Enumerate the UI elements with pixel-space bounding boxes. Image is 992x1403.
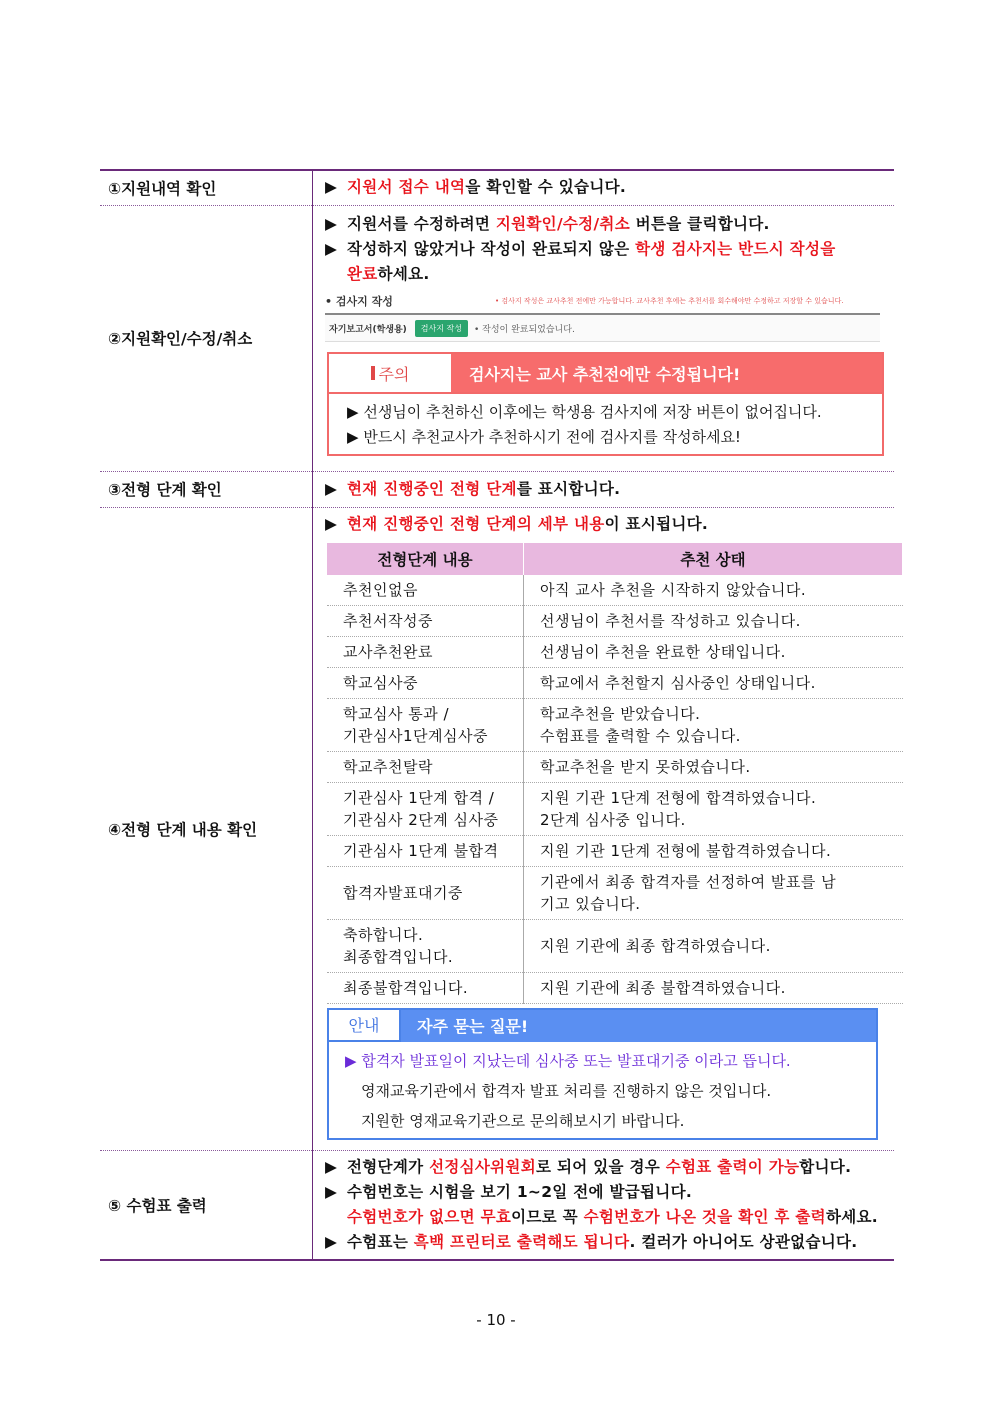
faq-answer: 지원한 영재교육기관으로 문의해보시기 바랍니다. bbox=[361, 1111, 685, 1130]
table-row bbox=[327, 782, 903, 835]
faq-tag: 안내 bbox=[329, 1010, 401, 1042]
table-row bbox=[327, 636, 903, 667]
arrow-icon: ▶ bbox=[325, 240, 338, 258]
status-cell: 학교추천을 받지 못하였습니다. bbox=[524, 751, 903, 782]
bar-icon bbox=[371, 366, 375, 380]
guide-table bbox=[100, 169, 894, 1261]
section-2-line-2: ▶ 작성하지 않았거나 작성이 완료되지 않은 학생 검사지는 반드시 작성을 bbox=[325, 237, 888, 262]
stage-cell: 축하합니다. 최종합격입니다. bbox=[327, 919, 524, 972]
section-2-line-2-cont: 완료하세요. bbox=[347, 265, 430, 283]
section-4-label: ④전형 단계 내용 확인 bbox=[100, 507, 313, 1150]
stage-cell: 기관심사 1단계 합격 / 기관심사 2단계 심사중 bbox=[327, 782, 524, 835]
stage-cell: 추천인없음 bbox=[327, 575, 524, 606]
arrow-icon: ▶ bbox=[347, 403, 359, 421]
stage-cell: 합격자발표대기중 bbox=[327, 866, 524, 919]
stage-cell: 학교추천탈락 bbox=[327, 751, 524, 782]
section-3-line: ▶ 현재 진행중인 전형 단계를 표시합니다. bbox=[325, 477, 888, 502]
arrow-icon: ▶ bbox=[325, 178, 338, 197]
status-cell: 지원 기관 1단계 전형에 불합격하였습니다. bbox=[524, 835, 903, 866]
section-1-row bbox=[100, 170, 894, 205]
status-cell: 지원 기관에 최종 합격하였습니다. bbox=[524, 919, 903, 972]
table-row bbox=[327, 575, 903, 606]
section-2-label: ②지원확인/수정/취소 bbox=[100, 205, 313, 471]
arrow-icon: ▶ bbox=[325, 1157, 338, 1176]
stage-cell: 학교심사중 bbox=[327, 667, 524, 698]
section-5-row bbox=[100, 1150, 894, 1260]
status-cell: 학교에서 추천할지 심사중인 상태입니다. bbox=[524, 667, 903, 698]
section-4-line: ▶ 현재 진행중인 전형 단계의 세부 내용이 표시됩니다. bbox=[325, 512, 888, 537]
section-4-row bbox=[100, 507, 894, 1150]
section-1-line: ▶ 지원서 접수 내역을 확인할 수 있습니다. bbox=[325, 175, 888, 200]
survey-write-button[interactable]: 검사지 작성 bbox=[415, 320, 468, 337]
arrow-icon: ▶ bbox=[325, 1232, 338, 1251]
arrow-icon: ▶ bbox=[325, 1182, 338, 1201]
section-5-line-2: ▶ 수험번호는 시험을 보기 1~2일 전에 발급됩니다. bbox=[325, 1180, 888, 1205]
table-row bbox=[327, 919, 903, 972]
section-5-line-4: ▶ 수험표는 흑백 프린터로 출력해도 됩니다. 컬러가 아니어도 상관없습니다. bbox=[325, 1230, 888, 1255]
status-cell: 아직 교사 추천을 시작하지 않았습니다. bbox=[524, 575, 903, 606]
survey-status: • 작성이 완료되었습니다. bbox=[473, 324, 575, 335]
table-row bbox=[327, 698, 903, 751]
section-5-label: ⑤ 수험표 출력 bbox=[100, 1150, 313, 1260]
caution-tag: 주의 bbox=[329, 354, 451, 392]
screenshot-survey-panel bbox=[325, 289, 880, 342]
section-1-label: ①지원내역 확인 bbox=[100, 170, 313, 205]
stage-cell: 교사추천완료 bbox=[327, 636, 524, 667]
stage-cell: 최종불합격입니다. bbox=[327, 972, 524, 1003]
section-5-line-3: 수험번호가 없으면 무효이므로 꼭 수험번호가 나온 것을 확인 후 출력하세요. bbox=[347, 1207, 878, 1226]
section-2-line-1: ▶ 지원서를 수정하려면 지원확인/수정/취소 버튼을 클릭합니다. bbox=[325, 212, 888, 237]
section-3-row bbox=[100, 471, 894, 507]
stage-cell: 추천서작성중 bbox=[327, 605, 524, 636]
section-3-label: ③전형 단계 확인 bbox=[100, 471, 313, 507]
arrow-icon: ▶ bbox=[347, 428, 359, 446]
survey-title: • 검사지 작성 bbox=[325, 295, 393, 308]
status-cell: 기관에서 최종 합격자를 선정하여 발표를 남 기고 있습니다. bbox=[524, 866, 903, 919]
caution-title: 검사지는 교사 추천전에만 수정됩니다! bbox=[451, 354, 882, 392]
status-cell: 선생님이 추천을 완료한 상태입니다. bbox=[524, 636, 903, 667]
table-row bbox=[327, 866, 903, 919]
status-cell: 지원 기관 1단계 전형에 합격하였습니다. 2단계 심사중 입니다. bbox=[524, 782, 903, 835]
table-row bbox=[327, 751, 903, 782]
table-row bbox=[327, 605, 903, 636]
caution-item: ▶ 선생님이 추천하신 이후에는 학생용 검사지에 저장 버튼이 없어집니다. bbox=[347, 403, 822, 421]
faq-answer: 영재교육기관에서 합격자 발표 처리를 진행하지 않은 것입니다. bbox=[361, 1081, 772, 1100]
arrow-icon: ▶ bbox=[345, 1051, 357, 1070]
table-row bbox=[327, 972, 903, 1003]
status-cell: 학교추천을 받았습니다. 수험표를 출력할 수 있습니다. bbox=[524, 698, 903, 751]
faq-question: ▶ 합격자 발표일이 지났는데 심사중 또는 발표대기중 이라고 뜹니다. bbox=[345, 1051, 791, 1070]
arrow-icon: ▶ bbox=[325, 514, 338, 533]
status-header: 추천 상태 bbox=[524, 543, 903, 575]
arrow-icon: ▶ bbox=[325, 215, 338, 233]
table-row bbox=[327, 667, 903, 698]
survey-row-label: 자기보고서(학생용) bbox=[329, 324, 407, 335]
status-header: 전형단계 내용 bbox=[327, 543, 524, 575]
section-2-row bbox=[100, 205, 894, 471]
stage-cell: 기관심사 1단계 불합격 bbox=[327, 835, 524, 866]
status-table bbox=[327, 543, 903, 1004]
survey-notice: • 검사지 작성은 교사추천 전에만 가능합니다. 교사추천 후에는 추천서를 회수해야만 수정하고 저장할 수 있습니다. bbox=[495, 297, 844, 305]
status-cell: 지원 기관에 최종 불합격하였습니다. bbox=[524, 972, 903, 1003]
status-cell: 선생님이 추천서를 작성하고 있습니다. bbox=[524, 605, 903, 636]
table-row bbox=[327, 835, 903, 866]
stage-cell: 학교심사 통과 / 기관심사1단계심사중 bbox=[327, 698, 524, 751]
caution-item: ▶ 반드시 추천교사가 추천하시기 전에 검사지를 작성하세요! bbox=[347, 428, 741, 446]
caution-box bbox=[327, 352, 884, 456]
faq-title: 자주 묻는 질문! bbox=[401, 1010, 876, 1042]
page-number: - 10 - bbox=[476, 1311, 516, 1329]
section-5-line-1: ▶ 전형단계가 선정심사위원회로 되어 있을 경우 수험표 출력이 가능합니다. bbox=[325, 1155, 888, 1180]
arrow-icon: ▶ bbox=[325, 479, 338, 498]
faq-box bbox=[327, 1008, 878, 1140]
